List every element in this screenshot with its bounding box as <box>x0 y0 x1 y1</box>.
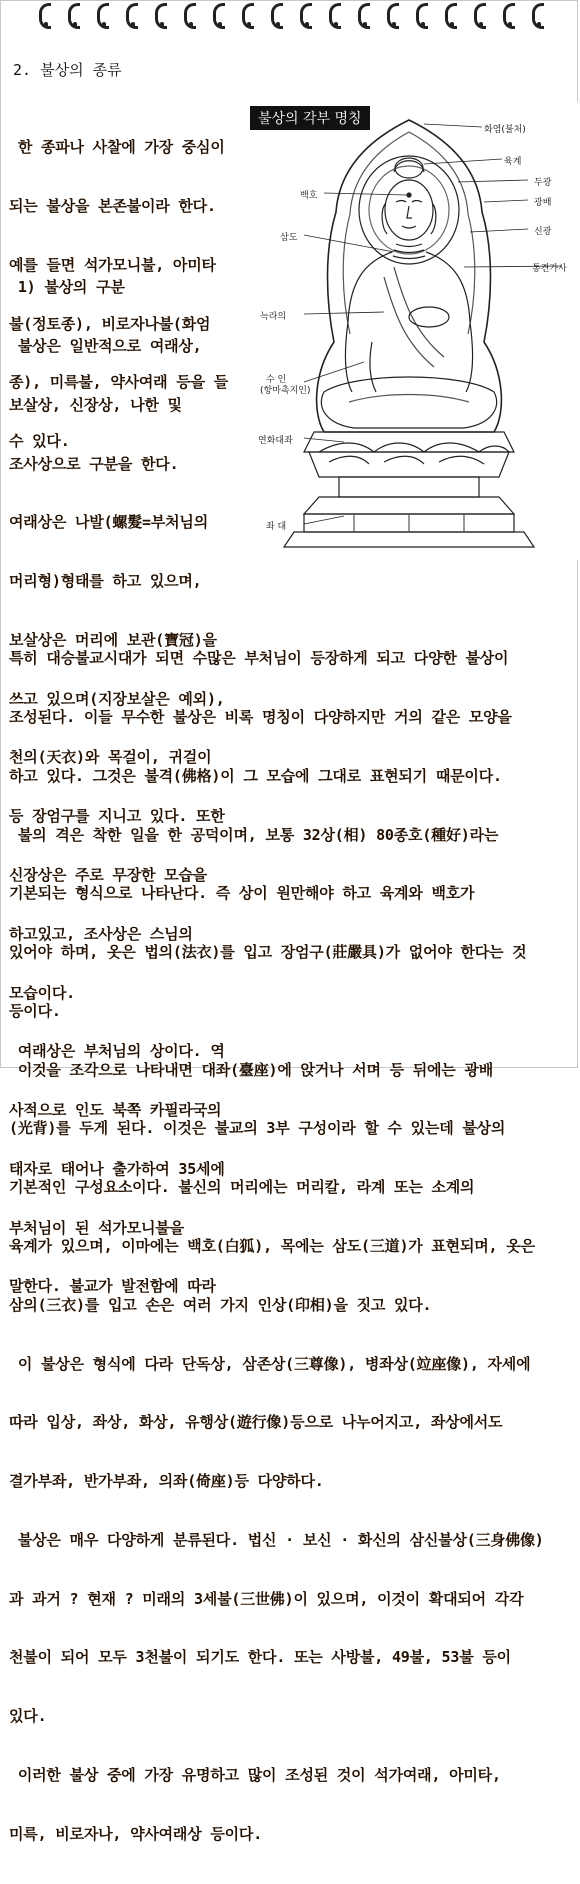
text-line: 이러한 불상 중에 가장 유명하고 많이 조성된 것이 석가여래, 아미타, <box>9 1766 501 1785</box>
spiral-ring-icon <box>184 3 196 29</box>
text-line: 불(정토종), 비로자나불(화엄 <box>9 314 211 333</box>
text-line: 따라 입상, 좌상, 화상, 유행상(遊行像)등으로 나누어지고, 좌상에서도 <box>9 1413 503 1432</box>
text-line: 신장상은 주로 무장한 모습을 <box>9 866 207 884</box>
spiral-ring-icon <box>97 3 109 29</box>
label-samdo: 삼도 <box>280 233 298 243</box>
text-line: 불상은 일반적으로 여래상, <box>9 336 202 355</box>
text-line: 불상은 매우 다양하게 분류된다. 법신 · 보신 · 화신의 삼신불상(三身佛像) <box>9 1530 544 1549</box>
label-yeonhwa: 연화대좌 <box>258 436 293 446</box>
label-jwadae: 좌 대 <box>266 522 287 532</box>
text-line: 태자로 태어나 출가하여 35세에 <box>9 1159 225 1178</box>
spiral-ring-icon <box>155 3 167 29</box>
text-line: 육계가 있으며, 이마에는 백호(白狐), 목에는 삼도(三道)가 표현되며, 옷은 <box>9 1237 535 1255</box>
text-line: 이 불상은 형식에 다라 단독상, 삼존상(三尊像), 병좌상(竝座像), 자세에 <box>9 1354 531 1373</box>
text-line: 하고있고, 조사상은 스님의 <box>9 924 193 943</box>
label-hwayeom: 화염(불처) <box>484 125 526 135</box>
spiral-ring-icon <box>271 3 283 29</box>
spiral-ring-icon <box>416 3 428 29</box>
text-line: 보살상, 신장상, 나한 및 <box>9 395 182 414</box>
text-line: 하고 있다. 그것은 불격(佛格)이 그 모습에 그대로 표현되기 때문이다. <box>9 766 502 785</box>
text-line: 모습이다. <box>9 983 75 1002</box>
text-line: 보살상은 머리에 보관(寶冠)을 <box>9 630 217 649</box>
section-title: 2. 불상의 종류 <box>13 61 122 79</box>
buddha-statue-illustration <box>244 102 578 560</box>
text-line: 조사상으로 구분을 한다. <box>9 454 179 473</box>
spiral-ring-icon <box>68 3 80 29</box>
label-tongyeon: 통견가사 <box>532 264 567 274</box>
spiral-ring-icon <box>329 3 341 29</box>
spiral-ring-icon <box>126 3 138 29</box>
text-line: 천불이 되어 모두 3천불이 되기도 한다. 또는 사방불, 49불, 53불 등이 <box>9 1648 511 1667</box>
spiral-binding <box>1 1 580 35</box>
spiral-ring-icon <box>532 3 544 29</box>
text-line: 등이다. <box>9 1001 61 1020</box>
label-gwangbae: 광배 <box>534 198 552 208</box>
spiral-ring-icon <box>503 3 515 29</box>
text-line: 머리형)형태를 하고 있으며, <box>9 572 202 591</box>
text-line: 조성된다. 이들 무수한 불상은 비록 명칭이 다양하지만 거의 같은 모양을 <box>9 707 512 726</box>
spiral-ring-icon <box>242 3 254 29</box>
text-line: 천의(天衣)와 목걸이, 귀걸이 <box>9 748 212 767</box>
text-line: 여래상은 부처님의 상이다. 역 <box>9 1042 225 1061</box>
text-line: 여래상은 나발(螺髮=부처님의 <box>9 513 208 532</box>
text-line: 사적으로 인도 북쪽 카필라국의 <box>9 1101 222 1120</box>
label-singwang: 신광 <box>534 227 552 237</box>
spiral-ring-icon <box>474 3 486 29</box>
spiral-ring-icon <box>445 3 457 29</box>
full-width-text <box>9 610 544 1884</box>
text-line: 수 있다. <box>9 432 70 451</box>
label-nukara: 늑라의 <box>260 312 287 322</box>
text-line: 결가부좌, 반가부좌, 의좌(倚座)등 다양하다. <box>9 1472 324 1491</box>
text-line: 쓰고 있으며(지장보살은 예외), <box>9 689 225 708</box>
label-suin-sub: (항마촉지인) <box>260 386 311 396</box>
text-line: 예를 들면 석가모니불, 아미타 <box>9 255 216 274</box>
text-line: 등 장엄구를 지니고 있다. 또한 <box>9 807 225 826</box>
text-line: 과 과거 ? 현재 ? 미래의 3세불(三世佛)이 있으며, 이것이 확대되어 각각 <box>9 1589 524 1608</box>
label-baekho: 백호 <box>300 191 318 201</box>
figure-title: 불상의 각부 명칭 <box>250 106 370 130</box>
text-line: 있다. <box>9 1707 47 1726</box>
text-line: 기본적인 구성요소이다. 불신의 머리에는 머리칼, 라계 또는 소계의 <box>9 1178 475 1197</box>
label-dugwang: 두광 <box>534 178 552 188</box>
text-line: 부처님이 된 석가모니불을 <box>9 1218 184 1237</box>
text-line: 삼의(三衣)를 입고 손은 여러 가지 인상(印相)을 짓고 있다. <box>9 1295 432 1314</box>
text-line: 종), 미륵불, 약사여래 등을 들 <box>9 373 229 392</box>
text-line: (光背)를 두게 된다. 이것은 불교의 3부 구성이라 할 수 있는데 불상의 <box>9 1119 506 1138</box>
text-line: 있어야 하며, 옷은 법의(法衣)를 입고 장엄구(莊嚴具)가 없어야 한다는 것 <box>9 943 527 962</box>
text-line: 기본되는 형식으로 나타난다. 즉 상이 원만해야 하고 육계와 백호가 <box>9 884 475 903</box>
text-line: 불의 격은 착한 일을 한 공덕이며, 보통 32상(相) 80종호(種好)라는 <box>9 825 499 844</box>
spiral-ring-icon <box>358 3 370 29</box>
text-line: 되는 불상을 본존불이라 한다. <box>9 196 216 215</box>
text-line: 특히 대승불교시대가 되면 수많은 부처님이 등장하게 되고 다양한 불상이 <box>9 649 509 668</box>
text-line: 이것을 조각으로 나타내면 대좌(臺座)에 앉거나 서며 등 뒤에는 광배 <box>9 1060 493 1079</box>
spiral-ring-icon <box>39 3 51 29</box>
spiral-ring-icon <box>213 3 225 29</box>
text-line: 말한다. 불교가 발전함에 따라 <box>9 1277 216 1296</box>
text-line: 한 종파나 사찰에 가장 중심이 <box>9 138 225 157</box>
label-suin: 수 인 <box>266 375 287 385</box>
label-yukgye: 육계 <box>504 157 522 167</box>
spiral-ring-icon <box>300 3 312 29</box>
text-line: 미륵, 비로자나, 약사여래상 등이다. <box>9 1824 263 1843</box>
spiral-ring-icon <box>387 3 399 29</box>
buddha-parts-figure <box>244 102 578 560</box>
text-line: 1) 불상의 구분 <box>9 278 125 297</box>
